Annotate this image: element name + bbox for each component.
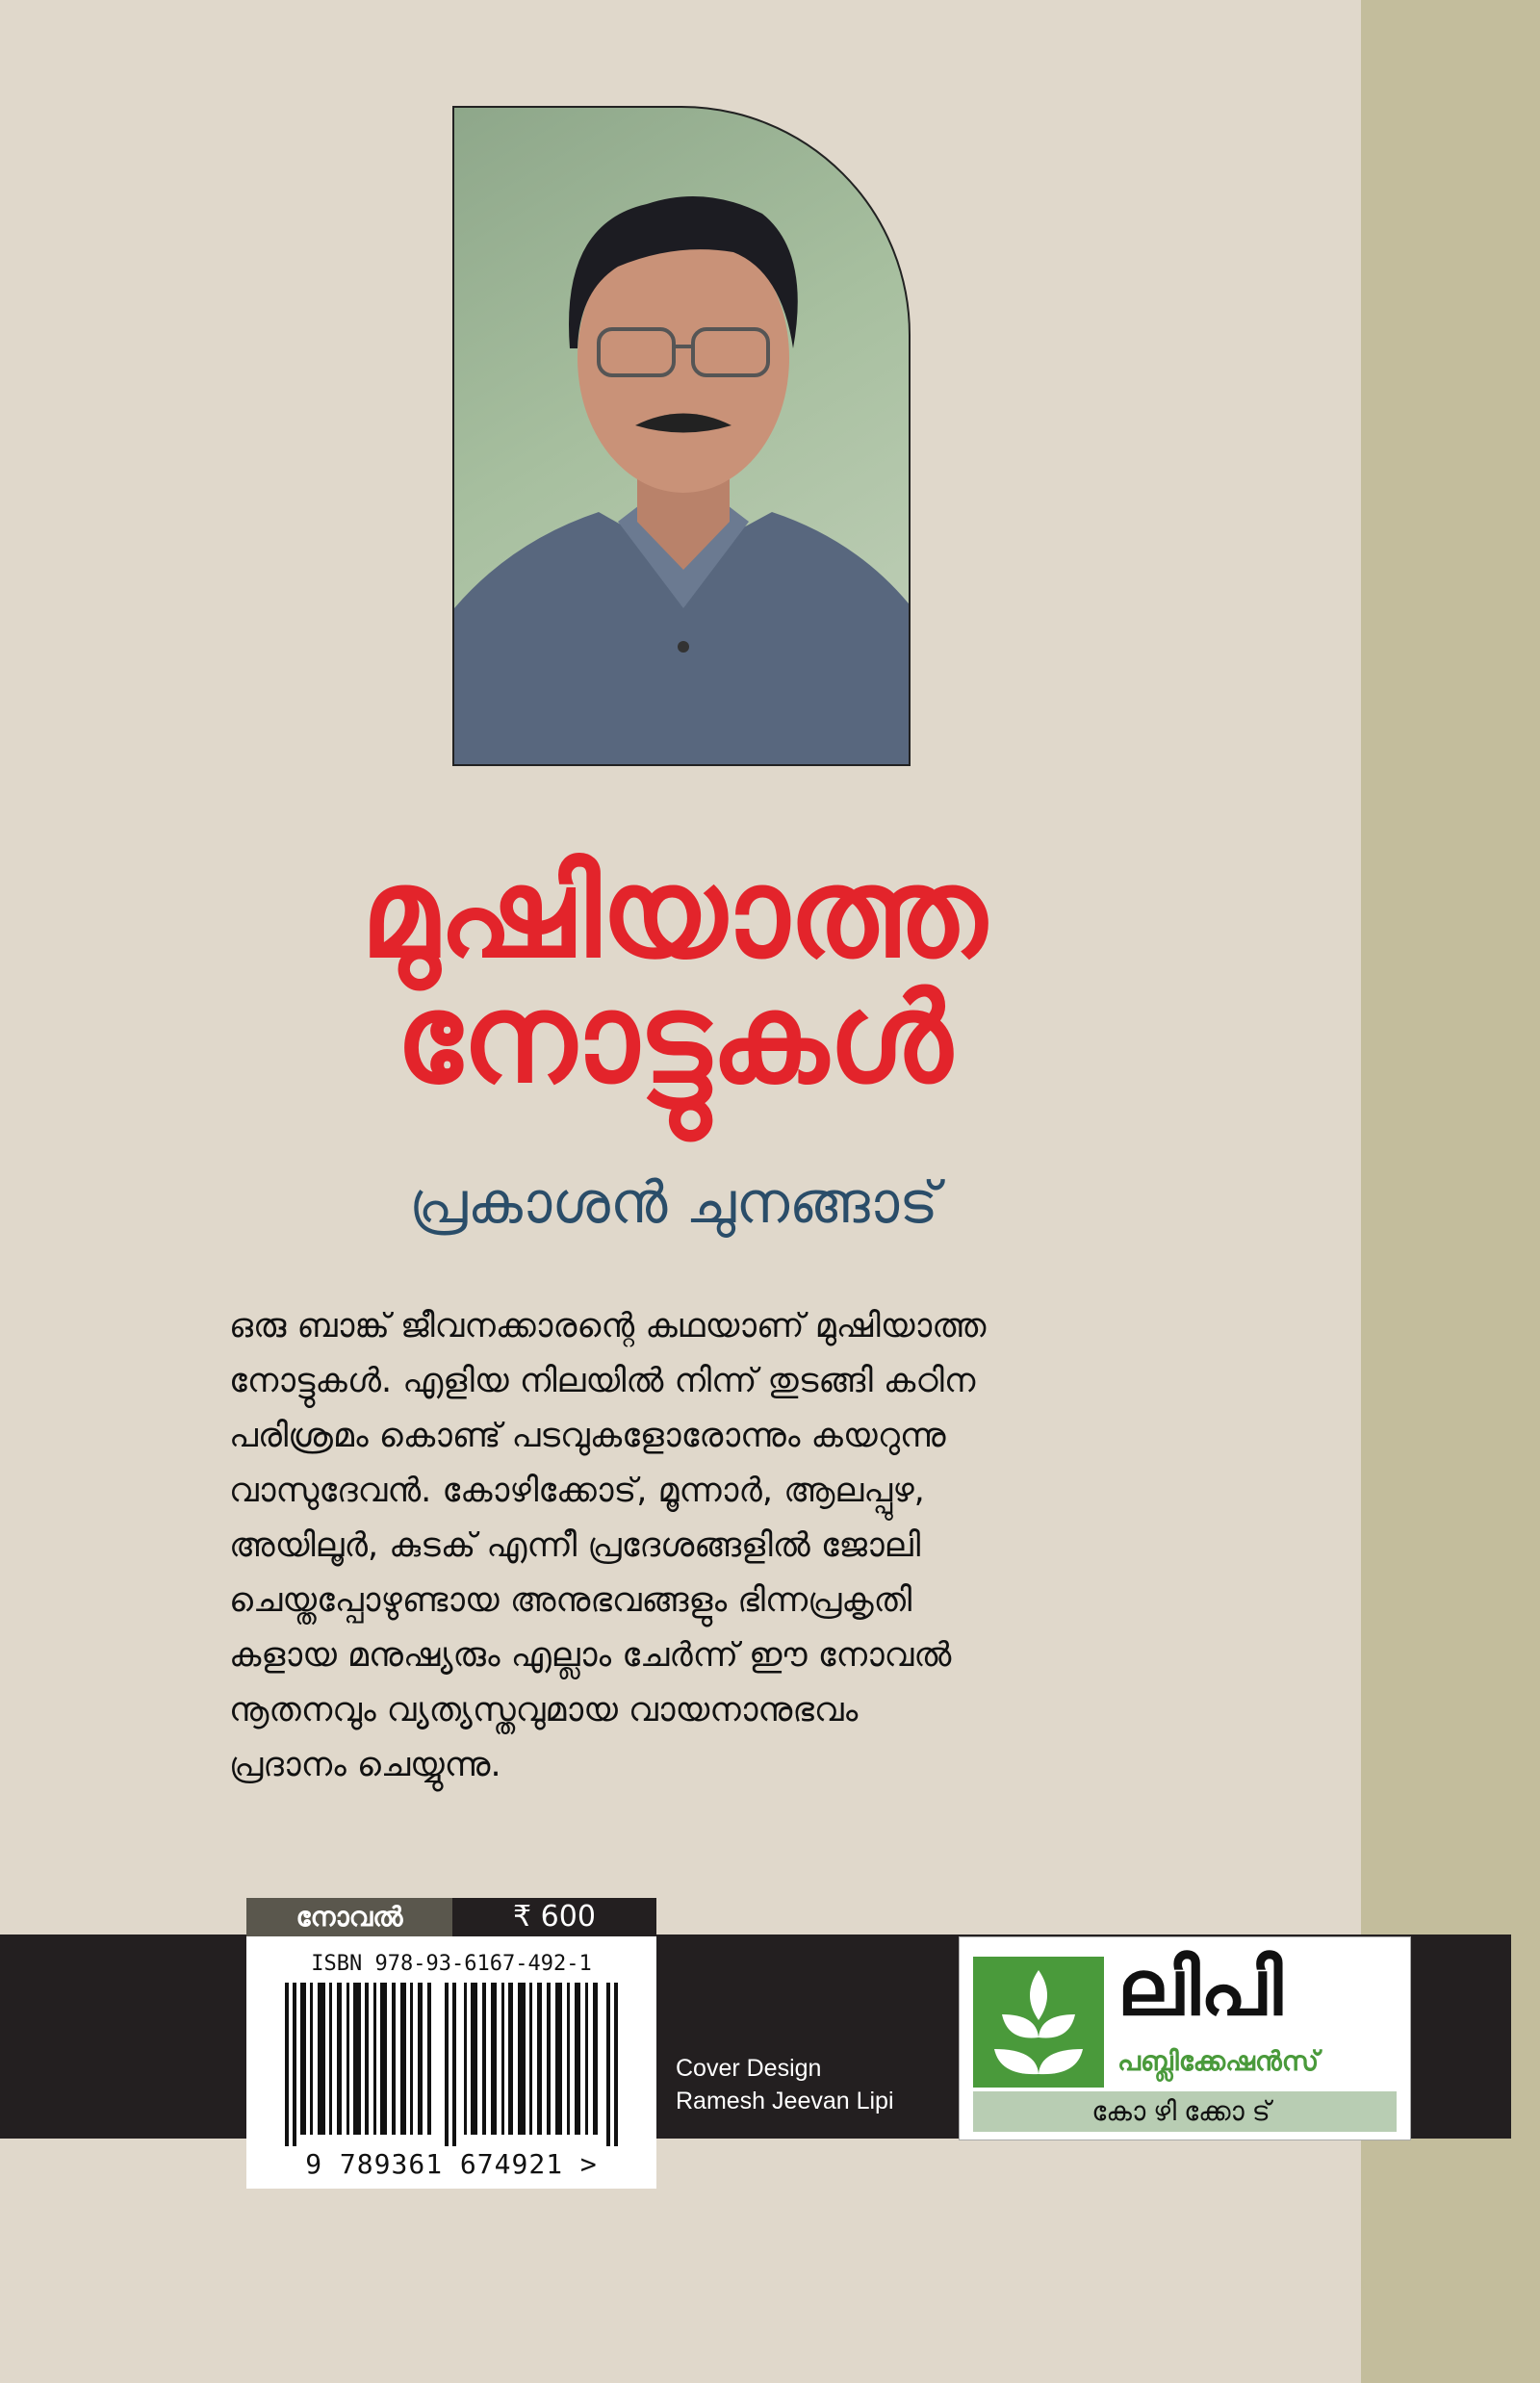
publisher-subtitle: പബ്ലിക്കേഷൻസ് — [1117, 2045, 1320, 2077]
book-title-line-2: നോട്ടുകൾ — [396, 967, 952, 1111]
leaf-icon — [973, 1957, 1104, 2088]
isbn-text: ISBN 978-93-6167-492-1 — [311, 1952, 592, 1976]
author-name: പ്രകാശൻ ചുനങ്ങാട് — [409, 1169, 938, 1237]
blurb-line: അയിലൂർ, കുടക് എന്നീ പ്രദേശങ്ങളിൽ ജോലി — [229, 1526, 921, 1565]
publisher-name: ലിപി — [1117, 1943, 1283, 2033]
blurb-line: ഒരു ബാങ്ക് ജീവനക്കാരന്റെ കഥയാണ് മുഷിയാത്ത — [229, 1307, 987, 1345]
blurb-line: വാസുദേവൻ. കോഴിക്കോട്, മൂന്നാർ, ആലപ്പുഴ, — [229, 1472, 925, 1510]
blurb-line: നൂതനവും വ്യത്യസ്തവുമായ വായനാനുഭവം — [229, 1691, 859, 1730]
barcode-icon — [285, 1983, 618, 2146]
publisher-city: കോഴിക്കോട് — [973, 2091, 1397, 2132]
blurb-line: പ്രദാനം ചെയ്യുന്നു. — [229, 1746, 501, 1784]
blurb-line: പരിശ്രമം കൊണ്ട് പടവുകളോരോന്നും കയറുന്നു — [229, 1417, 946, 1455]
author-photo — [452, 106, 911, 766]
blurb-line: ചെയ്തപ്പോഴുണ്ടായ അനുഭവങ്ങളും ഭിന്നപ്രകൃതി — [229, 1581, 912, 1620]
cover-credits — [676, 2052, 894, 2117]
barcode-block — [246, 1936, 656, 2189]
price-label: ₹ 600 — [452, 1898, 656, 1936]
book-title-line-1: മുഷിയാത്ത — [361, 842, 987, 986]
blurb-line: നോട്ടുകൾ. എളിയ നിലയിൽ നിന്ന് തുടങ്ങി കഠിന — [229, 1362, 976, 1400]
blurb-text — [229, 1299, 1201, 1793]
publisher-logo — [959, 1936, 1411, 2140]
credit-line: Cover Design — [676, 2055, 822, 2082]
genre-label: നോവൽ — [246, 1898, 452, 1936]
blurb-line: കളായ മനുഷ്യരും എല്ലാം ചേർന്ന് ഈ നോവൽ — [229, 1636, 952, 1675]
ean-number: 9 789361 674921 > — [305, 2148, 598, 2180]
credit-line: Ramesh Jeevan Lipi — [676, 2088, 894, 2114]
